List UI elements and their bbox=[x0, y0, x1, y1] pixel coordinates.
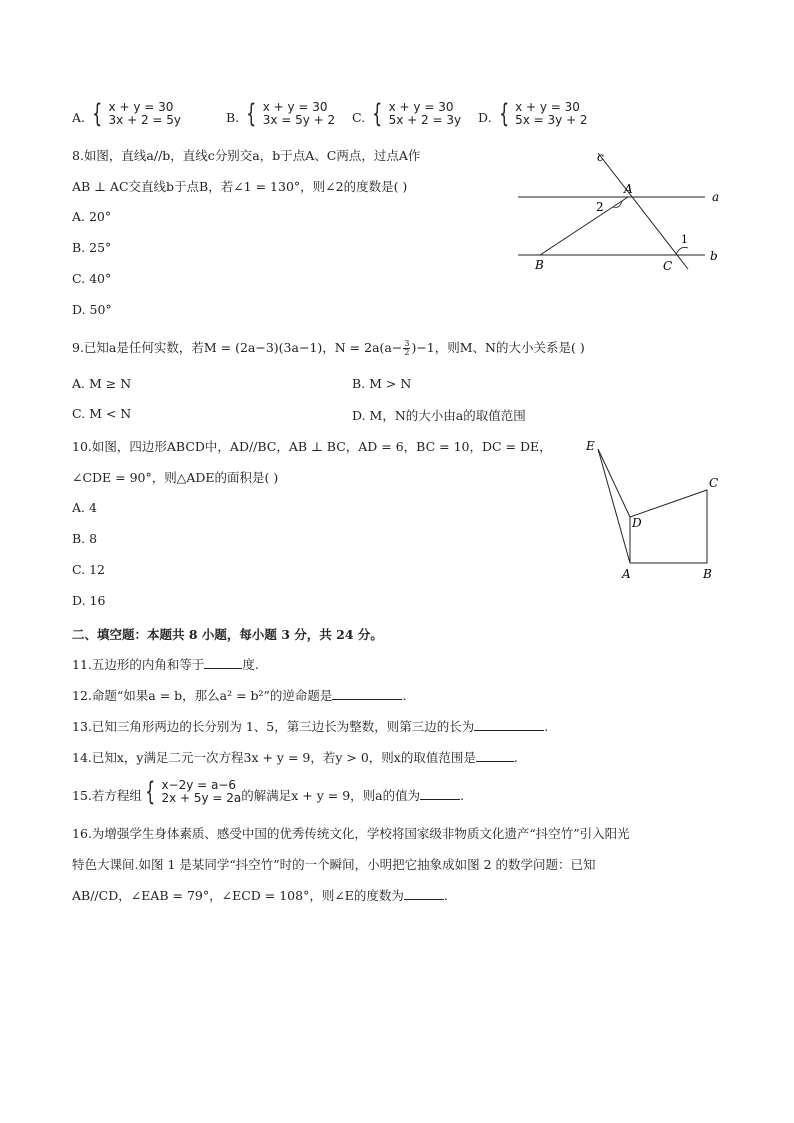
label-1: 1 bbox=[681, 233, 688, 246]
q9-frac-den: 2 bbox=[404, 348, 410, 357]
q12-answer-blank[interactable] bbox=[332, 687, 402, 700]
q8-option-d: D. 50° bbox=[72, 302, 112, 317]
q8-figure bbox=[510, 145, 730, 275]
label-A: A bbox=[622, 567, 631, 581]
q15-eq1: x−2y = a−6 bbox=[161, 778, 237, 792]
q10-option-b: B. 8 bbox=[72, 531, 98, 546]
section-2-title: 二、填空题：本题共 8 小题，每小题 3 分，共 24 分。 bbox=[72, 627, 383, 642]
q15-eq2: 2x + 5y = 2a bbox=[161, 791, 242, 805]
q16-line1: 16.为增强学生身体素质、感受中国的优秀传统文化，学校将国家级非物质文化遗产“抖空竹”引入阳光 bbox=[72, 826, 630, 841]
q7-option-c bbox=[352, 101, 461, 127]
q7-option-a-system bbox=[89, 101, 181, 127]
q14-pre: 14.已知x，y满足二元一次方程3x + y = 9，若y > 0，则x的取值范围是 bbox=[72, 750, 476, 765]
q9-stem-pre: 9.已知a是任何实数，若M = (2a−3)(3a−1)，N = 2a(a− bbox=[72, 340, 403, 355]
q7-option-b-system bbox=[243, 101, 335, 127]
q7-option-d-eq2: 5x = 3y + 2 bbox=[515, 113, 588, 127]
q7-option-a-eq1: x + y = 30 bbox=[108, 100, 174, 114]
angle-1-arc bbox=[676, 247, 688, 255]
q7-option-c-eq2: 5x + 2 = 3y bbox=[388, 113, 462, 127]
q9-stem bbox=[72, 338, 585, 357]
line-c bbox=[598, 153, 688, 269]
q10-option-a: A. 4 bbox=[72, 500, 97, 515]
q10-figure bbox=[580, 437, 730, 587]
label-b: b bbox=[710, 249, 718, 263]
q7-option-d-letter: D. bbox=[478, 110, 492, 125]
label-B: B bbox=[535, 258, 544, 272]
q7-option-d-eq1: x + y = 30 bbox=[515, 100, 580, 114]
q7-option-d bbox=[478, 101, 588, 127]
q12-pre: 12.命题“如果a = b，那么a² = b²”的逆命题是 bbox=[72, 688, 333, 703]
q10-option-c: C. 12 bbox=[72, 562, 105, 577]
label-C: C bbox=[663, 259, 673, 273]
brace-icon: { bbox=[92, 99, 103, 129]
q10-stem-line2: ∠CDE = 90°，则△ADE的面积是( ) bbox=[72, 470, 279, 485]
q9-option-b: B. M > N bbox=[352, 376, 412, 391]
q7-option-b bbox=[226, 101, 335, 127]
q9-fraction bbox=[403, 340, 410, 357]
q7-option-a bbox=[72, 101, 181, 127]
q15-pre: 15.若方程组 bbox=[72, 788, 142, 803]
q15-system bbox=[142, 779, 241, 805]
q12-post: . bbox=[402, 688, 407, 703]
q9-frac-num: 3 bbox=[404, 339, 410, 348]
brace-icon: { bbox=[372, 99, 383, 129]
q7-option-d-system bbox=[496, 101, 588, 127]
q10-stem-line1: 10.如图，四边形ABCD中，AD//BC，AB ⊥ BC，AD = 6，BC = 10，DC = DE， bbox=[72, 439, 552, 454]
q9-stem-post: )−1，则M、N的大小关系是( ) bbox=[411, 340, 585, 355]
q9-option-a: A. M ≥ N bbox=[72, 376, 132, 391]
q12 bbox=[72, 686, 406, 704]
segment-ab bbox=[540, 197, 628, 255]
label-A: A bbox=[624, 182, 633, 196]
q15-mid: 的解满足x + y = 9，则a的值为 bbox=[241, 788, 421, 803]
q11 bbox=[72, 655, 259, 673]
q16-line3 bbox=[72, 886, 448, 904]
label-D: D bbox=[632, 516, 642, 530]
q8-option-a: A. 20° bbox=[72, 209, 112, 224]
q15 bbox=[72, 779, 464, 805]
q16-line3-post: . bbox=[443, 888, 448, 903]
q8-stem-line2: AB ⊥ AC交直线b于点B，若∠1 = 130°，则∠2的度数是( ) bbox=[72, 179, 408, 194]
q7-option-b-letter: B. bbox=[226, 110, 240, 125]
q7-option-b-eq2: 3x = 5y + 2 bbox=[262, 113, 336, 127]
q11-post: 度. bbox=[242, 657, 259, 672]
brace-icon: { bbox=[246, 99, 257, 129]
q7-option-c-system bbox=[369, 101, 461, 127]
q7-option-c-letter: C. bbox=[352, 110, 366, 125]
q7-option-a-letter: A. bbox=[72, 110, 86, 125]
q13 bbox=[72, 717, 548, 735]
q9-option-c: C. M < N bbox=[72, 406, 132, 421]
q11-pre: 11.五边形的内角和等于 bbox=[72, 657, 205, 672]
q14-post: . bbox=[513, 750, 518, 765]
q13-pre: 13.已知三角形两边的长分别为 1、5，第三边长为整数，则第三边的长为 bbox=[72, 719, 475, 734]
q13-answer-blank[interactable] bbox=[474, 718, 544, 731]
brace-icon: { bbox=[498, 99, 509, 129]
q10-option-d: D. 16 bbox=[72, 593, 106, 608]
label-E: E bbox=[586, 439, 595, 453]
label-c: c bbox=[597, 150, 604, 164]
q8-option-b: B. 25° bbox=[72, 240, 112, 255]
q16-line3-pre: AB//CD，∠EAB = 79°，∠ECD = 108°，则∠E的度数为 bbox=[72, 888, 404, 903]
q15-answer-blank[interactable] bbox=[420, 787, 460, 800]
q16-answer-blank[interactable] bbox=[404, 887, 444, 900]
q14 bbox=[72, 748, 518, 766]
label-2: 2 bbox=[596, 200, 604, 214]
q14-answer-blank[interactable] bbox=[476, 749, 514, 762]
q7-option-c-eq1: x + y = 30 bbox=[388, 100, 454, 114]
q15-post: . bbox=[460, 788, 465, 803]
q8-option-c: C. 40° bbox=[72, 271, 112, 286]
label-C: C bbox=[709, 476, 719, 490]
q9-option-d: D. M，N的大小由a的取值范围 bbox=[352, 408, 526, 423]
label-B: B bbox=[703, 567, 712, 581]
q16-line2: 特色大课间.如图 1 是某同学“抖空竹”时的一个瞬间，小明把它抽象成如图 2 的数学问题：已知 bbox=[72, 857, 596, 872]
q11-answer-blank[interactable] bbox=[204, 656, 242, 669]
label-a: a bbox=[712, 190, 720, 204]
q8-stem-line1: 8.如图，直线a//b，直线c分别交a，b于点A、C两点，过点A作 bbox=[72, 148, 421, 163]
q7-option-a-eq2: 3x + 2 = 5y bbox=[108, 113, 182, 127]
q13-post: . bbox=[544, 719, 549, 734]
brace-icon: { bbox=[145, 777, 156, 807]
q7-option-b-eq1: x + y = 30 bbox=[262, 100, 328, 114]
